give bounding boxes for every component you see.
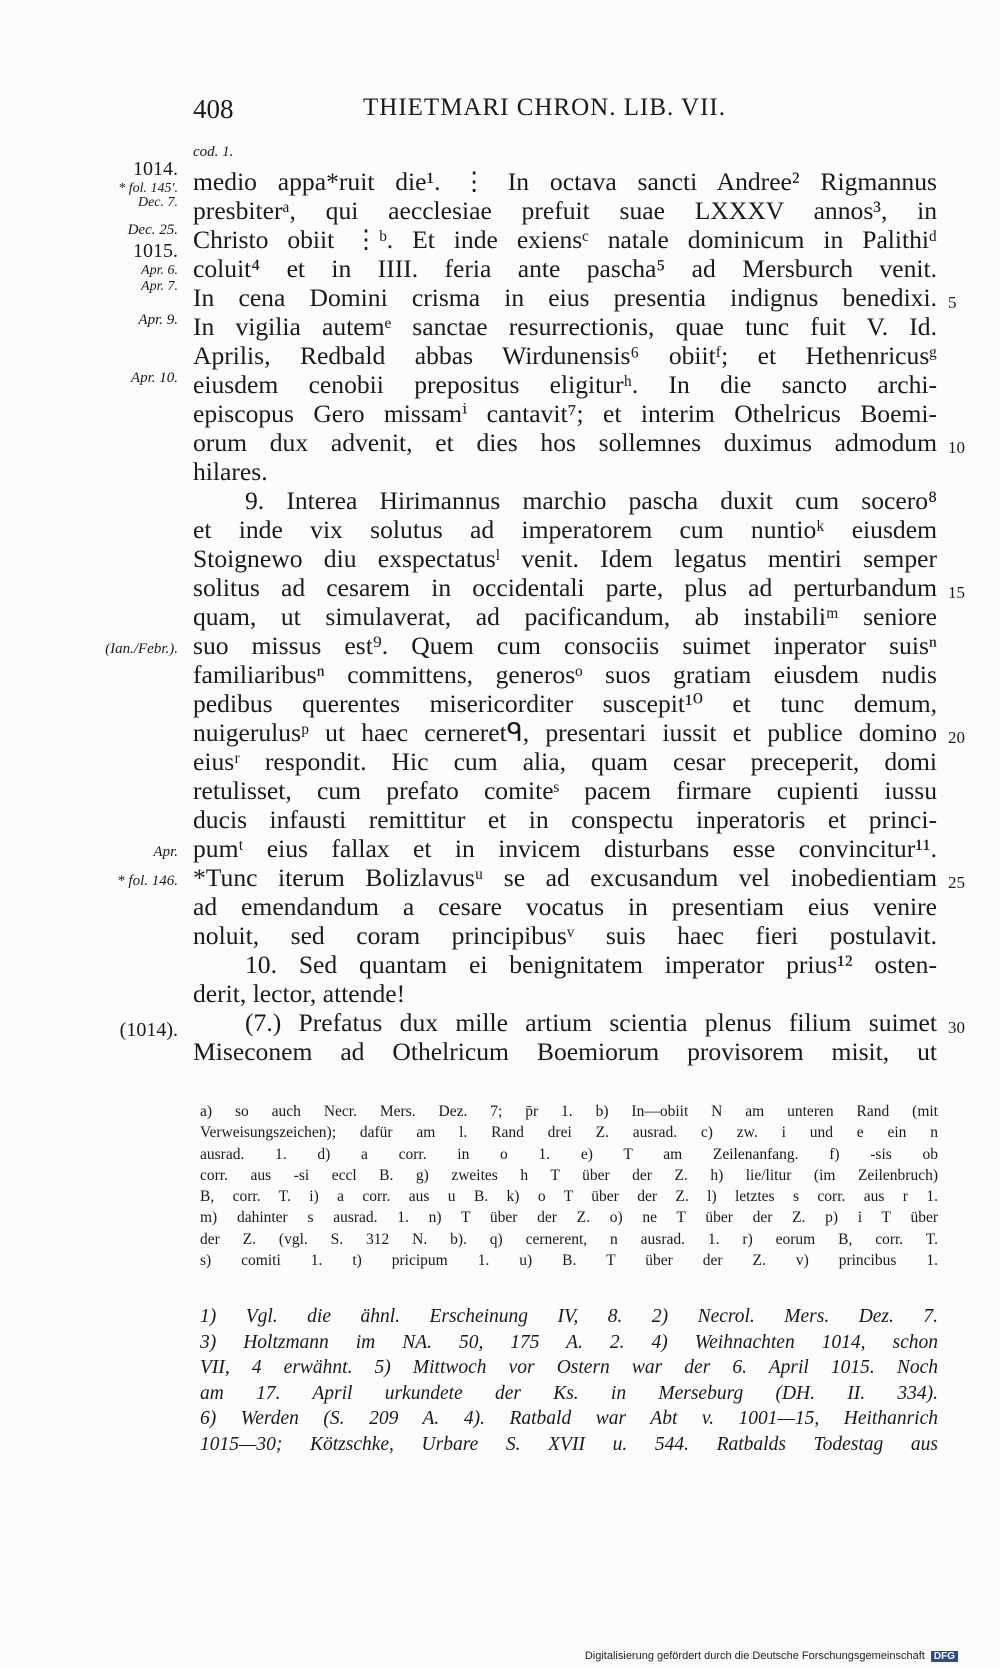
commentary-line: 1015—30; Kötzschke, Urbare S. XVII u. 544. Ratbalds Todestag aus xyxy=(200,1433,938,1455)
text-line: nuigerulusᵖ ut haec cerneretᑫ, presentari iussit et publice domino xyxy=(193,718,937,747)
text-line: coluit⁴ et in IIII. feria ante pascha⁵ ad Mersburch venit. xyxy=(193,254,937,283)
text-line: episcopus Gero missamⁱ cantavit⁷; et interim Othelricus Boemi- xyxy=(193,399,937,428)
text-line: Stoignewo diu exspectatusˡ venit. Idem legatus mentiri semper xyxy=(193,544,937,573)
text-line: hilares. xyxy=(193,457,268,486)
text-line: Christo obiit ⋮ᵇ. Et inde exiensᶜ natale dominicum in Palithiᵈ xyxy=(193,225,937,254)
commentary-line: 3) Holtzmann im NA. 50, 175 A. 2. 4) Weihnachten 1014, schon xyxy=(200,1331,938,1353)
page-number: 408 xyxy=(193,94,234,124)
text-line: Miseconem ad Othelricum Boemiorum provisorem misit, ut xyxy=(193,1037,937,1066)
commentary-line: 6) Werden (S. 209 A. 4). Ratbald war Abt v. 1001—15, Heithanrich xyxy=(200,1408,938,1430)
apparatus-line: m) dahinter s ausrad. 1. n) T über der Z. o) ne T über der Z. p) i T über xyxy=(200,1209,938,1227)
critical-apparatus xyxy=(200,1101,938,1271)
text-line: eiusdem cenobii prepositus eligiturʰ. In die sancto archi- xyxy=(193,370,937,399)
text-line: et inde vix solutus ad imperatorem cum nuntioᵏ eiusdem xyxy=(193,515,937,544)
text-line: *Tunc iterum Bolizlavusᵘ se ad excusandum vel inobedientiam xyxy=(193,863,937,892)
codex-note: cod. 1. xyxy=(193,144,234,160)
line-number: 10 xyxy=(948,438,965,457)
apparatus-line: corr. aus -si eccl B. g) zweites h T über der Z. h) lie/litur (im Zeilenbruch) xyxy=(200,1166,938,1184)
text-line: solitus ad cesarem in occidentali parte, plus ad perturbandum xyxy=(193,573,937,602)
text-line: quam, ut simulaverat, ad pacificandum, ab instabiliᵐ seniore xyxy=(193,602,937,631)
line-number: 15 xyxy=(948,583,965,602)
text-line: In vigilia autemᵉ sanctae resurrectionis, quae tunc fuit V. Id. xyxy=(193,312,937,341)
text-line: derit, lector, attende! xyxy=(193,979,406,1008)
credit-text: Digitalisierung gefördert durch die Deutsche Forschungsgemeinschaft xyxy=(584,1650,925,1662)
text-line: familiaribusⁿ committens, generosᵒ suos gratiam eiusdem nudis xyxy=(193,660,937,689)
running-title: THIETMARI CHRON. LIB. VII. xyxy=(363,94,727,121)
line-number: 20 xyxy=(948,728,965,747)
dfg-logo: DFG xyxy=(931,1651,958,1662)
line-number: 25 xyxy=(948,873,965,892)
text-line: noluit, sed coram principibusᵛ suis haec fieri postulavit. xyxy=(193,921,937,950)
margin-note: Apr. 7. xyxy=(141,279,178,294)
apparatus-line: s) comiti 1. t) pricipum 1. u) B. T über der Z. v) princibus 1. xyxy=(200,1252,938,1270)
text-line: pedibus querentes misericorditer suscepit¹⁰ et tunc demum, xyxy=(193,689,937,718)
text-line: presbiterᵃ, qui aecclesiae prefuit suae LXXXV annos³, in xyxy=(193,196,937,225)
line-number: 30 xyxy=(948,1018,965,1037)
apparatus-line: der Z. (vgl. S. 312 N. b). q) cernerent, n ausrad. 1. r) eorum B, corr. T. xyxy=(200,1230,938,1248)
margin-note: Apr. 6. xyxy=(141,263,178,278)
digitization-credit xyxy=(585,1650,958,1662)
text-line: pumᵗ eius fallax et in invicem disturbans esse convincitur¹¹. xyxy=(193,834,937,863)
commentary-line: am 17. April urkundete der Ks. in Merseburg (DH. II. 334). xyxy=(200,1382,938,1404)
text-line: suo missus est⁹. Quem cum consociis suimet inperator suisⁿ xyxy=(193,631,937,660)
margin-note: (Ian./Febr.). xyxy=(105,641,178,657)
text-line: In cena Domini crisma in eius presentia indignus benedixi. xyxy=(193,283,937,312)
margin-note: 1014. xyxy=(133,158,178,180)
text-line: orum dux advenit, et dies hos sollemnes duximus admodum xyxy=(193,428,937,457)
margin-note: Apr. xyxy=(153,844,178,860)
margin-note: Dec. 7. xyxy=(137,195,178,210)
apparatus-line: ausrad. 1. d) a corr. in o 1. e) T am Zeilenanfang. f) -sis ob xyxy=(200,1145,938,1163)
line-number: 5 xyxy=(948,293,957,312)
commentary-notes xyxy=(200,1304,938,1458)
text-line: retulisset, cum prefato comiteˢ pacem firmare cupienti iussu xyxy=(193,776,937,805)
margin-note: * fol. 145'. xyxy=(118,181,178,196)
margin-note: Apr. 9. xyxy=(138,312,178,328)
commentary-line: VII, 4 erwähnt. 5) Mittwoch vor Ostern war der 6. April 1015. Noch xyxy=(200,1357,938,1379)
text-line: (7.) Prefatus dux mille artium scientia plenus filium suimet xyxy=(245,1008,937,1037)
margin-note: (1014). xyxy=(119,1019,178,1041)
apparatus-line: a) so auch Necr. Mers. Dez. 7; p̄r 1. b) In—obiit N am unteren Rand (mit xyxy=(200,1103,938,1120)
text-line: 10. Sed quantam ei benignitatem imperator prius¹² osten- xyxy=(245,950,937,979)
margin-note: Dec. 25. xyxy=(127,222,178,238)
text-line: ad emendandum a cesare vocatus in presentiam eius venire xyxy=(193,892,937,921)
margin-note: Apr. 10. xyxy=(130,370,178,386)
text-line: 9. Interea Hirimannus marchio pascha duxit cum socero⁸ xyxy=(245,486,937,515)
commentary-line: 1) Vgl. die ähnl. Erscheinung IV, 8. 2) Necrol. Mers. Dez. 7. xyxy=(200,1306,938,1327)
apparatus-line: Verweisungszeichen); dafür am l. Rand drei Z. ausrad. c) zw. i und e ein n xyxy=(200,1124,938,1142)
apparatus-line: B, corr. T. i) a corr. aus u B. k) o T über der Z. l) letztes s corr. aus r 1. xyxy=(200,1188,938,1206)
text-line: medio appa*ruit die¹. ⋮ In octava sancti Andree² Rigmannus xyxy=(193,167,937,196)
text-line: ducis infausti remittitur et in conspectu inperatoris et princi- xyxy=(193,805,937,834)
margin-note: 1015. xyxy=(133,240,178,262)
margin-note: * fol. 146. xyxy=(117,873,178,889)
text-line: eiusʳ respondit. Hic cum alia, quam cesar preceperit, domi xyxy=(193,747,937,776)
text-line: Aprilis, Redbald abbas Wirdunensis⁶ obiitᶠ; et Hethenricusᵍ xyxy=(193,341,937,370)
